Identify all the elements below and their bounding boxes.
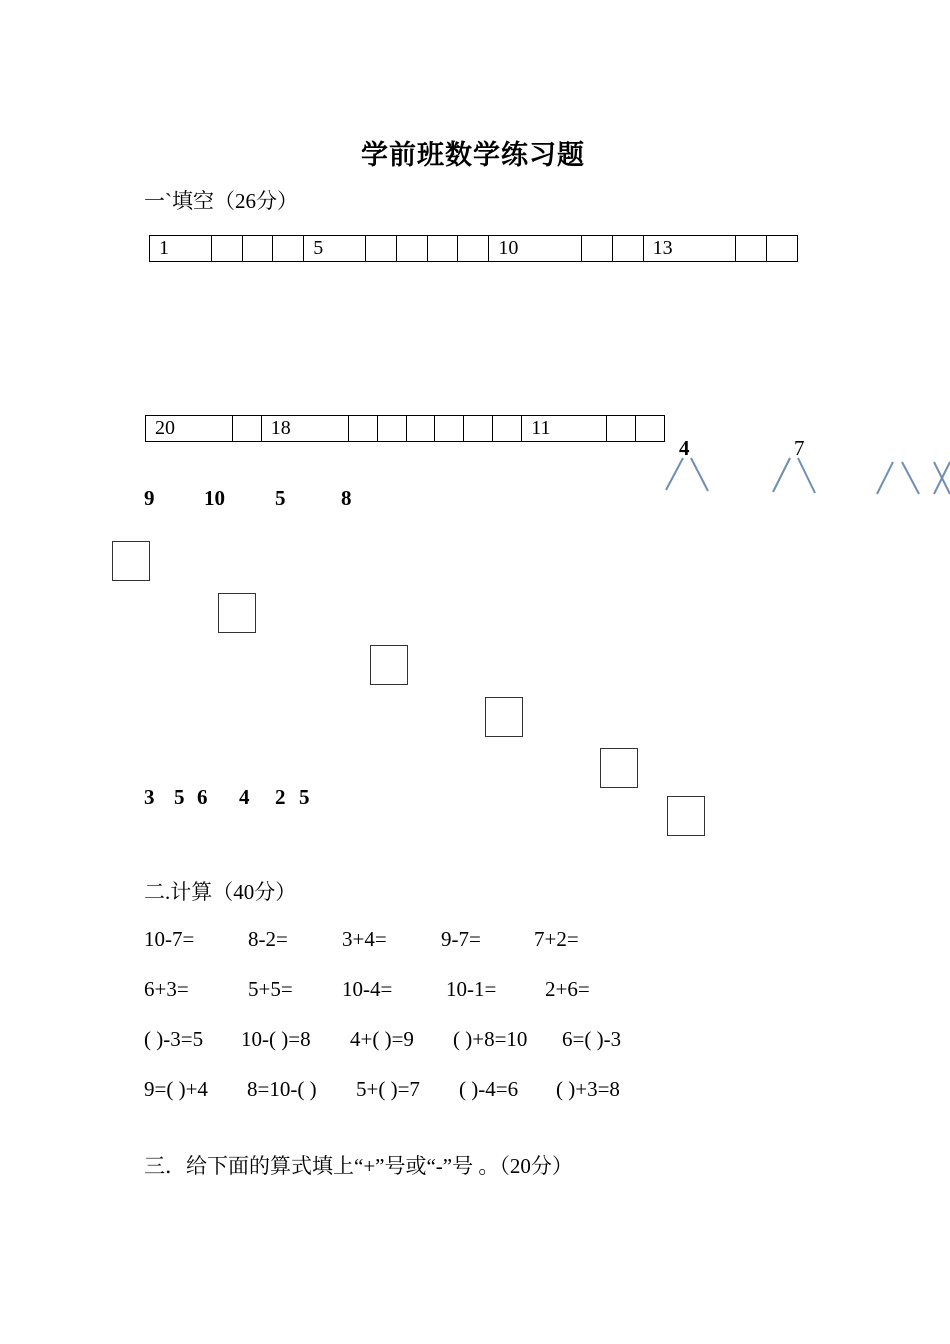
answer-box[interactable]	[600, 748, 638, 788]
seq-a-cell[interactable]: 13	[643, 236, 736, 262]
calc-item: 8=10-( )	[247, 1077, 317, 1101]
split-top-number: 4	[679, 436, 690, 460]
calc-item: 2+6=	[545, 977, 590, 1001]
calc-item: 10-( )=8	[241, 1027, 311, 1051]
answer-box[interactable]	[218, 593, 256, 633]
number-item: 2	[275, 785, 286, 809]
calc-item: ( )+3=8	[556, 1077, 620, 1101]
seq-a-cell[interactable]: 1	[150, 236, 212, 262]
split-branch-right	[691, 458, 708, 491]
number-item: 4	[239, 785, 250, 809]
calc-item: 7+2=	[534, 927, 579, 951]
calc-item: 9=( )+4	[144, 1077, 208, 1101]
calc-item: 10-1=	[446, 977, 497, 1001]
seq-a-cell[interactable]: 5	[304, 236, 366, 262]
number-item: 6	[197, 785, 208, 809]
seq-b-cell[interactable]: 20	[146, 416, 233, 442]
section-2-heading: 二.计算（40分）	[144, 880, 297, 904]
seq-b-cell[interactable]: 18	[261, 416, 348, 442]
number-item: 3	[144, 785, 155, 809]
number-item: 5	[299, 785, 310, 809]
calc-item: ( )-4=6	[459, 1077, 519, 1101]
section-3-heading: 三．给下面的算式填上“+”号或“-”号 。（20分）	[144, 1154, 573, 1178]
number-item: 8	[341, 486, 352, 510]
section-1-heading: 一`填空（26分）	[144, 189, 298, 213]
seq-b-cell[interactable]: 11	[522, 416, 607, 442]
page-title: 学前班数学练习题	[361, 140, 585, 170]
seq-a-cell[interactable]: 10	[489, 236, 582, 262]
calc-item: 6+3=	[144, 977, 189, 1001]
calc-item: 3+4=	[342, 927, 387, 951]
calc-item: 5+5=	[248, 977, 293, 1001]
answer-box[interactable]	[485, 697, 523, 737]
calc-item: ( )+8=10	[453, 1027, 528, 1051]
calc-item: 4+( )=9	[350, 1027, 414, 1051]
answer-box[interactable]	[370, 645, 408, 685]
number-item: 5	[174, 785, 185, 809]
answer-box[interactable]	[667, 796, 705, 836]
answer-box[interactable]	[112, 541, 150, 581]
split-top-number: 7	[794, 436, 805, 460]
split-branch-right	[798, 458, 815, 493]
number-item: 10	[204, 486, 225, 510]
calc-item: ( )-3=5	[144, 1027, 204, 1051]
split-branch-left	[666, 458, 683, 490]
number-item: 5	[275, 486, 286, 510]
calc-item: 5+( )=7	[356, 1077, 420, 1101]
number-item: 9	[144, 486, 155, 510]
calc-item: 8-2=	[248, 927, 288, 951]
number-split-strokes	[0, 0, 950, 520]
calc-item: 9-7=	[441, 927, 481, 951]
calc-item: 6=( )-3	[562, 1027, 622, 1051]
split-branch-left	[877, 462, 893, 494]
calc-item: 10-7=	[144, 927, 195, 951]
calc-item: 10-4=	[342, 977, 393, 1001]
split-branch-left	[773, 458, 790, 492]
split-branch-right	[902, 462, 919, 494]
